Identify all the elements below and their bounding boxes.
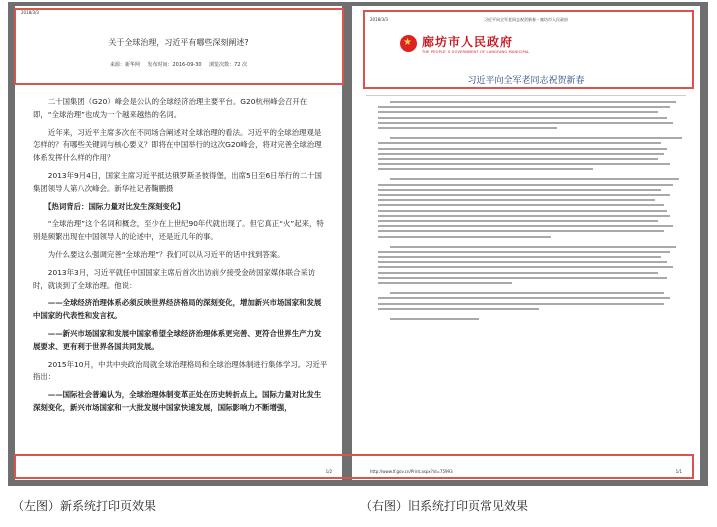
article-title: 关于全球治理，习近平有哪些深刻阐述? xyxy=(108,38,249,47)
caption-right: （右图）旧系统打印页常见效果 xyxy=(360,499,529,513)
illegible-text-line xyxy=(378,251,670,253)
illegible-text-line xyxy=(378,230,664,232)
illegible-text-line xyxy=(390,318,479,320)
illegible-text-line xyxy=(378,272,658,274)
article-paragraph: ——新兴市场国家和发展中国家希望全球经济治理体系更完善、更符合世界生产力发展要求、更有利于世界各国共同发展。 xyxy=(33,328,322,351)
article-source: 来源：新华网 xyxy=(109,62,140,68)
article-paragraph: “全球治理”这个名词和概念，至少在上世纪90年代就出现了。但它真正“火”起来，特别是频繁出现在中国领导人的论述中，还是近几年的事。 xyxy=(33,219,324,242)
illegible-text-line xyxy=(378,106,670,108)
page-number: 1/1 xyxy=(675,469,682,474)
page-date: 2018/3/3 xyxy=(370,17,388,22)
illegible-text-line xyxy=(390,246,676,248)
page-header: 习近平向全军老同志祝贺新春 - 廊坊市人民政府 xyxy=(484,17,568,22)
illegible-text-line xyxy=(378,204,664,206)
illegible-text-line xyxy=(378,297,670,299)
illegible-text-line xyxy=(378,210,667,212)
article-views: 浏览次数：72 次 xyxy=(209,62,248,68)
illegible-text-line xyxy=(378,153,664,155)
illegible-text-line xyxy=(378,199,655,201)
illegible-text-line xyxy=(378,282,512,284)
illegible-text-line xyxy=(378,194,670,196)
illegible-text-line xyxy=(378,117,667,119)
article-paragraph: 2015年10月，中共中央政治局就全球治理格局和全球治理体制进行集体学习。习近平指出： xyxy=(33,359,328,382)
article-paragraph: 二十国集团（G20）峰会是公认的全球经济治理主要平台。G20杭州峰会召开在即，“全球治理”也成为一个越来越热的名词。 xyxy=(33,97,308,119)
illegible-text-line xyxy=(378,215,670,217)
illegible-text-line xyxy=(378,220,658,222)
highlight-box-left-header xyxy=(14,8,344,85)
divider xyxy=(366,95,686,96)
gov-logo-name: 廊坊市人民政府 xyxy=(422,35,514,49)
page-date: 2018/3/3 xyxy=(21,10,39,15)
highlight-box-right-header xyxy=(363,10,694,89)
article-paragraph: ——国际社会普遍认为，全球治理体制变革正处在历史转折点上。国际力量对比发生深刻变化，新兴市场国家和一大批发展中国家快速发展，国际影响力不断增强， xyxy=(33,390,322,412)
illegible-text-line xyxy=(378,256,661,258)
illegible-text-line xyxy=(378,127,557,129)
illegible-text-line xyxy=(378,225,673,227)
illegible-text-line xyxy=(378,148,667,150)
illegible-text-line xyxy=(390,178,679,180)
article-title: 习近平向全军老同志祝贺新春 xyxy=(467,76,585,86)
highlight-box-footer xyxy=(14,454,694,479)
article-paragraph: 为什么要这么强调完善“全球治理”？我们可以从习近平的话中找到答案。 xyxy=(47,249,285,259)
article-paragraph: 近年来，习近平主席多次在不同场合阐述对全球治理的看法。习近平的全球治理观是怎样的？有哪些关键词与核心要义？即将在中国举行的这次G20峰会，将对完善全球治理体系发挥什么样的作用？ xyxy=(33,127,322,163)
illegible-text-line xyxy=(378,122,673,124)
illegible-text-line xyxy=(390,137,682,139)
illegible-text-line xyxy=(378,236,551,238)
illegible-text-line xyxy=(378,189,661,191)
print-url: http://www.lf.gov.cn/Print.aspx?id=75993 xyxy=(370,469,453,474)
article-body-small-text xyxy=(378,101,676,323)
gov-logo-subtitle: THE PEOPLE' S GOVERNMENT OF LANGFANG MUNICIPAL xyxy=(422,50,530,54)
illegible-text-line xyxy=(390,101,676,103)
article-paragraph: ——全球经济治理体系必须反映世界经济格局的深刻变化，增加新兴市场国家和发展中国家的代表性和发言权。 xyxy=(33,298,322,321)
article-paragraph: 2013年3月，习近平就任中国国家主席后首次出访前夕接受金砖国家媒体联合采访时，就谈到了全球治理。他说： xyxy=(33,267,316,290)
article-publish-time: 发布时间：2016-09-30 xyxy=(147,62,202,68)
illegible-text-line xyxy=(378,184,673,186)
page-number: 1/2 xyxy=(325,469,332,474)
article-body xyxy=(33,96,328,420)
illegible-text-line xyxy=(378,277,667,279)
illegible-text-line xyxy=(378,303,664,305)
illegible-text-line xyxy=(378,308,539,310)
article-paragraph: 2013年9月4日，国家主席习近平抵达俄罗斯圣彼得堡，出席5日至6日举行的二十国集团领导人第八次峰会。新华社记者鞠鹏摄 xyxy=(33,170,322,193)
illegible-text-line xyxy=(378,266,673,268)
caption-left: （左图）新系统打印页效果 xyxy=(12,499,157,513)
illegible-text-line xyxy=(378,142,661,144)
illegible-text-line xyxy=(378,168,593,170)
illegible-text-line xyxy=(378,261,667,263)
article-paragraph: 【热词背后：国际力量对比发生深刻变化】 xyxy=(44,201,185,211)
illegible-text-line xyxy=(378,158,658,160)
illegible-text-line xyxy=(378,163,670,165)
illegible-text-line xyxy=(390,292,664,294)
illegible-text-line xyxy=(378,111,658,113)
